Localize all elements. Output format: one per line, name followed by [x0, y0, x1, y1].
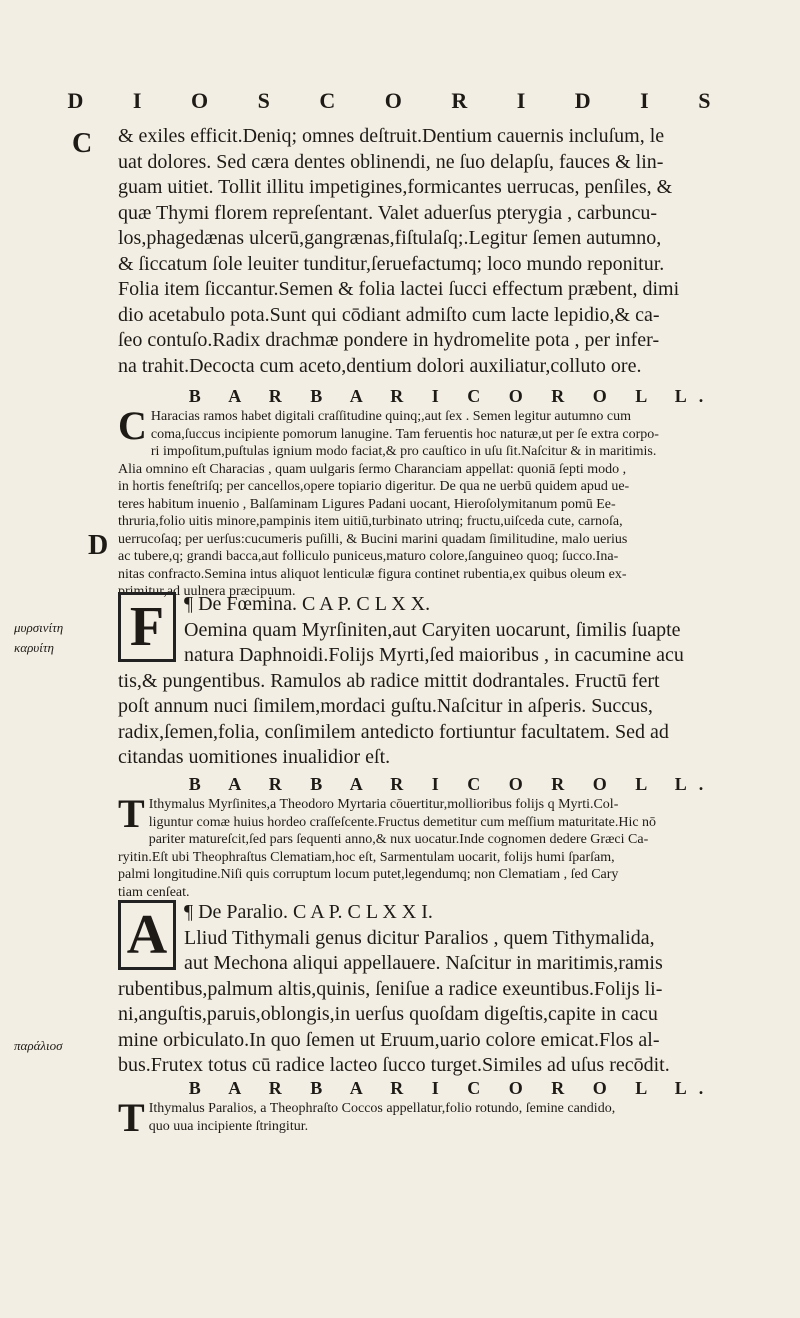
- text-line: liguntur comæ huius hordeo craſſeſcente.Fructus demetitur cum meſſium maturitate.Hic nō: [148, 814, 657, 830]
- margin-note-greek-1: μυρσινίτη: [14, 620, 64, 635]
- margin-letter-d: D: [88, 530, 109, 561]
- text-block-main-3: [118, 900, 786, 1079]
- text-line: palmi longitudine.Niſi quis corruptum locum putet,legendumq; non Clematiam , ſed Cary: [118, 867, 619, 882]
- text-line: teres habitum inuenio , Balſaminam Ligures Padani uocant, Hieroſolymitanum pomū Ee-: [118, 496, 616, 512]
- drop-cap-f: F: [118, 592, 176, 662]
- text-line: & exiles efficit.Deniq; omnes deſtruit.Dentium cauernis incluſum, le: [118, 125, 665, 147]
- text-line: mine orbiculato.In quo ſemen ut Eruum,uario colore emicat.Flos al-: [118, 1028, 660, 1051]
- text-line: Lliud Tithymali genus dicitur Paralios , quem Tithymalida,: [184, 926, 655, 949]
- text-line: tiam cenſeat.: [118, 884, 190, 900]
- text-line: Ithymalus Myrſinites,a Theodoro Myrtaria cōuertitur,mollioribus folijs q Myrti.Col-: [148, 797, 619, 812]
- margin-note-greek-3: παράλιοσ: [14, 1038, 63, 1053]
- text-line: ni,anguſtis,paruis,oblongis,in uerſus quoſdam digeſtis,capite in cacu: [118, 1003, 658, 1025]
- text-line: rubentibus,palmum altis,quinis, ſeniſue a radice exeuntibus.Folijs li-: [118, 977, 663, 1000]
- text-line: quo uua incipiente ſtringitur.: [148, 1118, 309, 1134]
- commentary-heading: B A R B A R I C O R O L L.: [188, 1078, 716, 1098]
- text-line: uat dolores. Sed cæra dentes oblinendi, ne ſuo delapſu, fauces & lin-: [118, 150, 664, 173]
- text-line: coma,ſuccus incipiente pomorum lanugine. Tam feruentis hoc naturæ,ut per ſe extra corpo-: [150, 426, 659, 442]
- text-line: los,phagedænas ulcerū,gangrænas,fiſtulaſq;.Legitur ſemen autumno,: [118, 227, 662, 249]
- chapter-heading: ¶ De Fœmina. C A P. C L X X.: [184, 593, 431, 615]
- drop-cap-c: C: [118, 403, 147, 448]
- text-line: Oemina quam Myrſiniten,aut Caryiten uocarunt, ſimilis ſuapte: [184, 618, 681, 641]
- commentary-block-3: [118, 1078, 786, 1140]
- text-line: ac tubere,q; grandi bacca,aut folliculo puniceus,maturo colore,ſanguineo quoq; ſucco.Ina-: [118, 549, 619, 564]
- margin-letter-c: C: [72, 128, 93, 159]
- text-line: bus.Frutex totus cū radice lacteo ſucco turget.Similes ad uſus recōdit.: [118, 1054, 670, 1076]
- text-line: thruria,folio uitis minore,pampinis item uitiū,turbinato utrinq; fructu,uiſceda cute, carnoſa,: [118, 514, 623, 529]
- text-line: uerrucoſaq; per uerſus:cucumeris puſilli, & Bucini marini quadam ſimilitudine, malo uerius: [118, 531, 628, 547]
- drop-cap-t: T: [118, 1095, 145, 1140]
- chapter-heading: ¶ De Paralio. C A P. C L X X I.: [184, 901, 433, 923]
- text-line: ri impoſitum,puſtulas ignium modo faciat,& pro cauſtico in uſu ſit.Naſcitur & in maritimis.: [150, 444, 657, 459]
- running-header: D I O S C O R I D I S: [67, 88, 733, 113]
- commentary-heading: B A R B A R I C O R O L L.: [188, 386, 716, 406]
- text-line: natura Daphnoidi.Folijs Myrti,ſed maioribus , in cacumine acu: [184, 644, 684, 666]
- text-line: Haracias ramos habet digitali craſſitudine quinq;,aut ſex . Semen legitur autumno cum: [150, 409, 632, 424]
- text-line: quæ Thymi florem repreſentant. Valet aduerſus pterygia , carbuncu-: [118, 201, 658, 224]
- text-line: ryitin.Eſt ubi Theophraſtus Clematiam,hoc eſt, Sarmentulam uocarit, folijs humi ſparſam,: [118, 849, 615, 865]
- text-line: Ithymalus Paralios, a Theophraſto Coccos appellatur,folio rotundo, ſemine candido,: [148, 1101, 616, 1116]
- text-line: poſt annum nuci ſimilem,mordaci guſtu.Naſcitur in aſperis. Succus,: [118, 695, 653, 717]
- commentary-block-2: [118, 774, 786, 901]
- text-block-main-2: [118, 592, 786, 771]
- text-line: primitur,ad uulnera præcipuum.: [118, 584, 296, 599]
- drop-cap-t: T: [118, 791, 145, 836]
- commentary-block-1: [118, 386, 786, 601]
- text-line: in hortis feneſtriſq; per cancellos,opere topiario digeritur. De qua ne uerbū quidem apud ue-: [118, 479, 630, 494]
- text-line: na trahit.Decocta cum aceto,dentium dolori auxiliatur,colluto ore.: [118, 354, 642, 377]
- text-line: guam uitiet. Tollit illitu impetigines,formicantes uerrucas, penſiles, &: [118, 176, 673, 198]
- drop-cap-a: A: [118, 900, 176, 970]
- text-line: tis,& pungentibus. Ramulos ab radice mittit dodrantales. Fructū fert: [118, 669, 660, 692]
- text-line: nitas confracto.Semina intus aliquot lenticulæ figura continet rubentia,ex quibus oleum ex-: [118, 566, 627, 582]
- text-line: citandas uomitiones inualidior eſt.: [118, 746, 391, 768]
- commentary-heading: B A R B A R I C O R O L L.: [188, 774, 716, 794]
- text-line: aut Mechona aliqui appellauere. Naſcitur in maritimis,ramis: [184, 952, 663, 974]
- margin-note-greek-2: καρυίτη: [14, 640, 54, 655]
- text-line: Alia omnino eſt Characias , quam uulgaris ſermo Charanciam appellat: quoniā ſepti modo ,: [118, 461, 627, 477]
- text-line: radix,ſemen,folia, conſimilem antedicto fortiuntur facultatem. Sed ad: [118, 720, 669, 743]
- text-line: ſeo contuſo.Radix drachmæ pondere in hydromelite pota , per infer-: [118, 329, 660, 351]
- text-line: Folia item ſiccantur.Semen & folia lactei ſucci effectum præbent, dimi: [118, 278, 680, 300]
- text-block-main-1: [118, 124, 786, 379]
- text-line: dio acetabulo pota.Sunt qui cōdiant admiſto cum lacte lepidio,& ca-: [118, 303, 660, 326]
- text-line: pariter matureſcit,ſed pars ſequenti anno,& nux uocatur.Inde cognomen dedere Græci Ca-: [148, 832, 649, 847]
- text-line: & ſiccatum ſole leuiter tunditur,ſeruefactumq; loco mundo reponitur.: [118, 252, 665, 275]
